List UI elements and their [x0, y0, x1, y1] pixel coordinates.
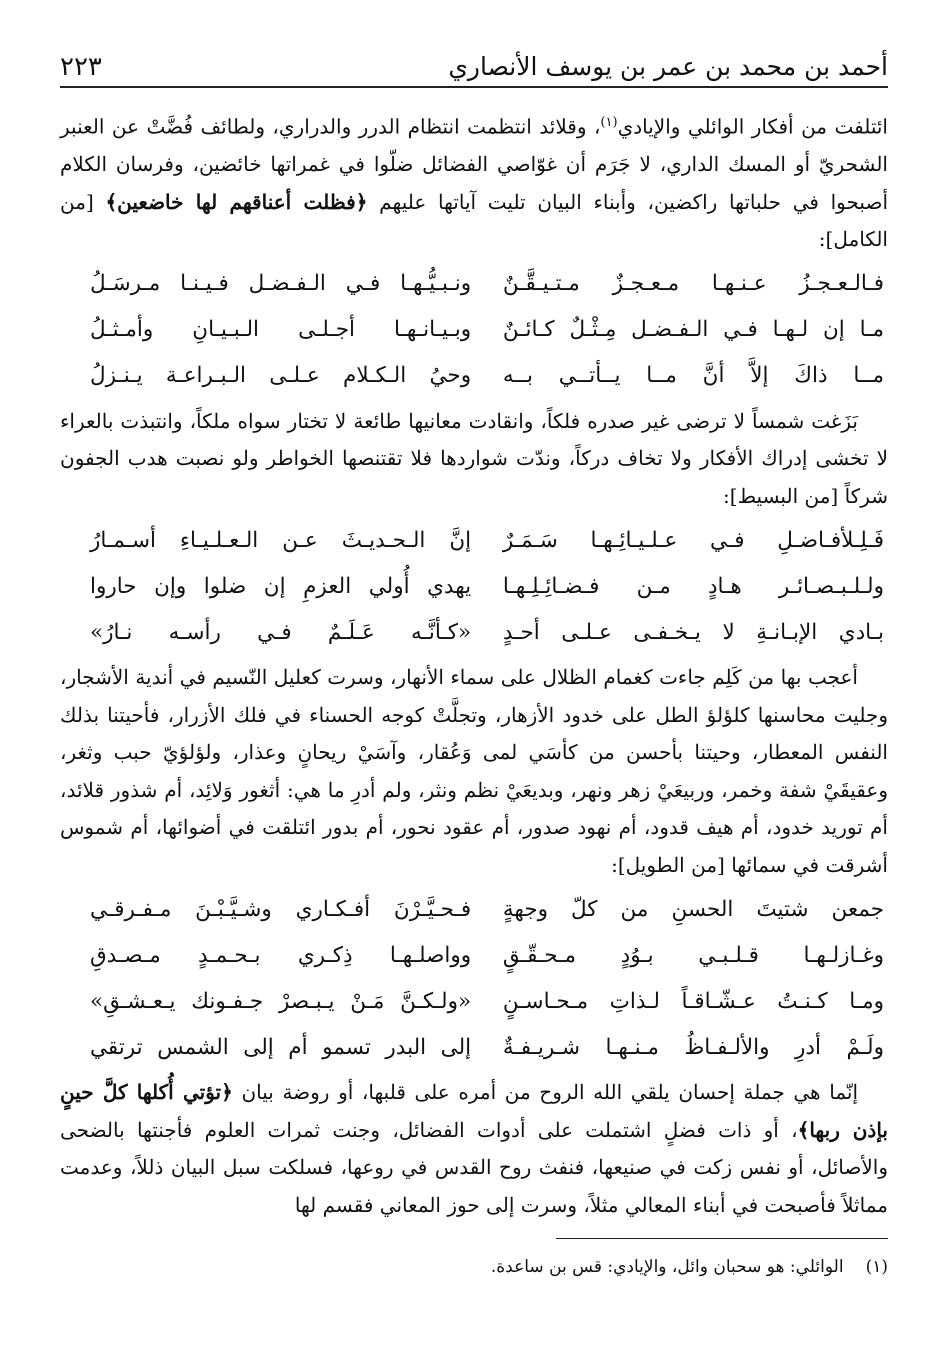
- poem-3: [60, 886, 888, 1070]
- verse-first-hemistich: مــا ذاكَ إلاَّ أنَّ مــا يــأتــي بــه: [502, 363, 884, 389]
- paragraph-4-text-a: إنّما هي جملة إحسان يلقي الله الروح من أمره على قلبها، أو روضة بيان: [232, 1080, 859, 1105]
- paragraph-1-text-b: ، وقلائد انتظمت انتظام الدرر والدراري، ولطائف فُضَّتْ عن العنبر الشحريّ أو المسك الداري، لا جَرَم أن غوّاصي الفضائل ضلّوا في غمراتها خائضين، وفرسان الكلام أصبحوا في حلباتها راكضين، وأبناء البيان تليت آياتها عليهم: [60, 114, 888, 214]
- footnote-marker: (١): [865, 1257, 888, 1278]
- header-title: أحمد بن محمد بن عمر بن يوسف الأنصاري: [448, 52, 888, 81]
- paragraph-3-text: أعجب بها من كَلِم جاءت كغمام الظلال على سماء الأنهار، وسرت كعليل النّسيم في أندية الأشجار، وجليت محاسنها كلؤلؤ الطل على خدود الأزهار، وتجلَّتْ كوجه الحسناء في فلك الأزرار، فأحيتنا بذلك النفس المعطار، وحيتنا بأحسن من كأسَي لمى وَعُقار، وآسَيْ ريحانٍ وعذار، ولؤلؤيّ حبب وثغر، وعقيقَيْ شفة وخمر، وربيعَيْ زهر ونهر، وبديعَيْ نظم ونثر، ولم أدرِ ما هي: أثغور وَلائِد، أم شذور قلائد، أم توريد خدود، أم هيف قدود، أم نهود صدور، أم عقود نحور، أم بدور ائتلقت في أضوائها، أم شموس أشرقت في سمائها: [60, 665, 888, 877]
- verse-second-hemistich: «ولـكـنَّ مَـنْ يـبـصرْ جـفـونك يـعـشـقِ»: [90, 988, 472, 1014]
- quran-quote-2: ﴿تؤتي أُكلها كلَّ حينٍ بإذن ربها﴾: [60, 1080, 888, 1142]
- verse-first-hemistich: جمعن شتيتَ الحسنِ من كلّ وجهةٍ: [502, 896, 884, 922]
- verse-line: [60, 932, 888, 978]
- book-page: [60, 52, 888, 1279]
- verse-first-hemistich: ولـلـبـصـائـر هـادٍ مـن فـضـائِـلِـهـا: [502, 573, 884, 599]
- verse-first-hemistich: فـالـعـجـزُ عـنـهـا مـعـجـزٌ مـتـيـقَّـنٌ: [502, 271, 884, 297]
- paragraph-4: [60, 1074, 888, 1224]
- verse-line: [60, 978, 888, 1024]
- poem-1: [60, 261, 888, 399]
- verse-first-hemistich: وغـازلـهـا قـلـبـي بـوُدٍ مـحـقّـقٍ: [502, 942, 884, 968]
- verse-line: [60, 261, 888, 307]
- verse-first-hemistich: مـا إن لـهـا فـي الـفـضـل مِـثْـلٌ كـائـنٌ: [502, 317, 884, 343]
- quran-quote-1: ﴿فظلت أعناقهم لها خاضعين﴾: [105, 189, 368, 214]
- verse-second-hemistich: إلى البدر تسمو أم إلى الشمس ترتقي: [90, 1034, 472, 1060]
- verse-first-hemistich: ولَـمْ أدرِ والألـفـاظُ مـنـهـا شـريـفـةٌ: [502, 1034, 884, 1060]
- paragraph-4-text-b: ، أو ذات فضلٍ اشتملت على أدوات الفضائل، وجنت ثمرات العلوم فأجنتها بالضحى والأصائل، أو نفس زكت في صنيعها، فنفث روح القدس في روعها، فسلكت سبل البيان ذللاً، وعدمت مماثلاً فأصبحت في أبناء المعالي مثلاً، وسرت إلى حوز المعاني فقسم لها: [60, 1117, 888, 1217]
- footnote-divider: [556, 1238, 888, 1239]
- verse-line: [60, 1024, 888, 1070]
- paragraph-1-text-a: ائتلفت من أفكار الوائلي والإيادي: [617, 114, 888, 139]
- verse-line: [60, 517, 888, 563]
- verse-second-hemistich: فـحـيَّـرْنَ أفـكـاري وشـيَّـبْـنَ مـفـرقـي: [90, 896, 472, 922]
- verse-second-hemistich: ونـبـيُّـهـا فـي الـفـضـل فـيـنـا مـرسَـلُ: [90, 271, 472, 297]
- verse-second-hemistich: يهدي أُولي العزمِ إن ضلوا وإن حاروا: [90, 573, 472, 599]
- footnote-reference: (١): [600, 115, 618, 130]
- verse-second-hemistich: وحيُ الـكـلام عـلـى الـبـراعـة يـنـزلُ: [90, 363, 472, 389]
- verse-second-hemistich: وبـيـانـهـا أجـلـى الـبـيـانِ وأمـثـلُ: [90, 317, 472, 343]
- page-number: ٢٢٣: [60, 52, 102, 82]
- verse-second-hemistich: وواصلـهـا ذِكـري بـحـمـدٍ مـصـدقِ: [90, 942, 472, 968]
- paragraph-3: [60, 659, 888, 884]
- meter-label-1: [من الكامل]:: [60, 189, 888, 252]
- meter-label-2: [من البسيط]:: [723, 483, 845, 508]
- verse-line: [60, 609, 888, 655]
- verse-first-hemistich: ومـا كـنـتُ عـشّـاقـاً لـذاتِ مـحـاسـنٍ: [502, 988, 884, 1014]
- paragraph-2: [60, 403, 888, 516]
- verse-line: [60, 353, 888, 399]
- paragraph-2-text: بَزَغت شمساً لا ترضى غير صدره فلكاً، وانقادت معانيها طائعة لا تختار سواه ملكاً، وانتبذت بالعراء لا تخشى إدراك الأفكار ولا تخاف دركاً، وندّت شواردها فلا تقتنصها الخواطر ولو نصبت هدب الجفون شركاً: [60, 408, 888, 508]
- paragraph-1: [60, 104, 888, 259]
- running-header: [60, 52, 888, 88]
- verse-line: [60, 563, 888, 609]
- verse-line: [60, 886, 888, 932]
- verse-second-hemistich: إنَّ الـحـديـثَ عـن الـعـلـيـاءِ أسـمـارُ: [90, 527, 472, 553]
- poem-2: [60, 517, 888, 655]
- meter-label-3: [من الطويل]:: [611, 852, 732, 877]
- footnote-text: الوائلي: هو سحبان وائل، والإيادي: قس بن ساعدة.: [490, 1257, 844, 1278]
- footnote: [60, 1255, 888, 1279]
- verse-line: [60, 307, 888, 353]
- verse-second-hemistich: «كـأنَّـه عَـلَـمٌ فـي رأسـه نـارُ»: [90, 619, 472, 645]
- verse-first-hemistich: بـادي الإبـانـةِ لا يـخـفـى عـلـى أحـدٍ: [502, 619, 884, 645]
- verse-first-hemistich: فَـلِـلأفـاضـلِ فـي عـلـيـائِـهـا سَـمَـرٌ: [502, 527, 884, 553]
